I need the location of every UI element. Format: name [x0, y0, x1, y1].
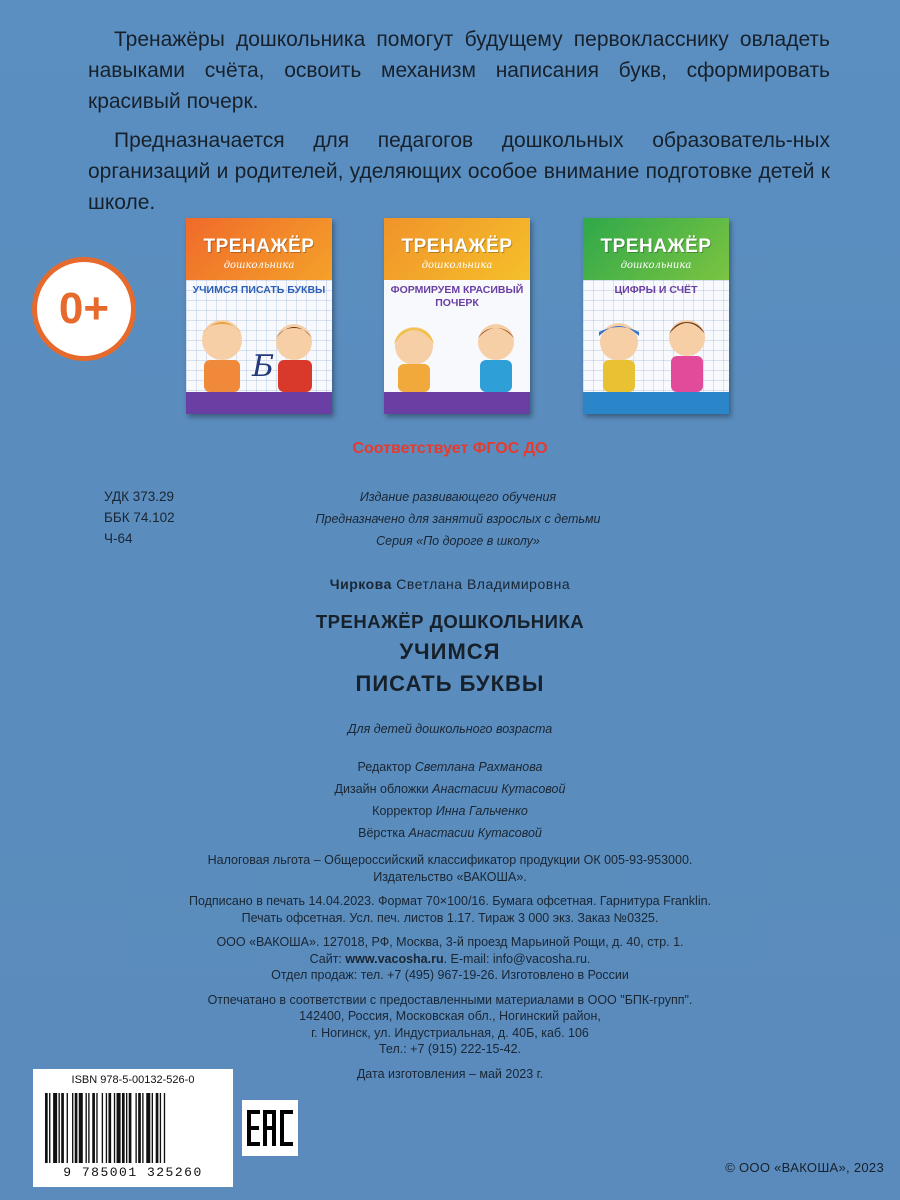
title-line-2: УЧИМСЯ [399, 639, 501, 664]
credit-role: Корректор [372, 804, 433, 818]
imprint-sales: Отдел продаж: тел. +7 (495) 967-19-26. Изготовлено в России [271, 968, 629, 982]
book-cover-handwriting [384, 218, 530, 414]
imprint [0, 852, 900, 1082]
credit-person: Анастасии Кутасовой [432, 782, 566, 796]
imprint-publisher: ООО «ВАКОША». 127018, РФ, Москва, 3-й проезд Марьиной Рощи, д. 40, стр. 1. [216, 935, 684, 949]
credit-role: Дизайн обложки [334, 782, 429, 796]
fgos-compliance: Соответствует ФГОС ДО [352, 440, 548, 457]
credit-editor [0, 756, 900, 778]
book-subtitle: ЦИФРЫ И СЧЁТ [614, 284, 698, 296]
imprint-printer-4: Тел.: +7 (915) 222-15-42. [378, 1042, 522, 1056]
credit-person: Светлана Рахманова [414, 760, 543, 774]
barcode-digits: 9 785001 325260 [63, 1165, 203, 1180]
author-name: Светлана Владимировна [396, 576, 571, 592]
imprint-tax-1: Налоговая льгота – Общероссийский классификатор продукции ОК 005-93-953000. [207, 853, 693, 867]
imprint-printer-1: Отпечатано в соответствии с предоставленными материалами в ООО "БПК-групп". [207, 992, 693, 1007]
book-script: дошкольника [421, 260, 493, 271]
book-cover-letters [186, 218, 332, 414]
book-subtitle: УЧИМСЯ ПИСАТЬ БУКВЫ [192, 284, 326, 296]
imprint-printer-2: 142400, Россия, Московская обл., Ногинский район, [299, 1009, 601, 1023]
bbk-code: ББК 74.102 [104, 510, 175, 525]
book-brand: ТРЕНАЖЁР [401, 236, 513, 257]
author-line [0, 576, 900, 592]
imprint-tax-2: Издательство «ВАКОША». [373, 869, 527, 884]
children-illustration-icon [583, 302, 729, 392]
edition-purpose: Предназначено для занятий взрослых с детьми [315, 512, 601, 526]
target-age: Для детей дошкольного возраста [347, 722, 553, 736]
intro-paragraph-2: Предназначается для педагогов дошкольных образователь-ных организаций и родителей, уделяющих особое внимание подготовке детей к школе. [88, 129, 830, 214]
children-illustration-icon [186, 310, 332, 392]
eac-logo [242, 1100, 298, 1156]
book-title [0, 608, 900, 700]
book-brand: ТРЕНАЖЁР [203, 236, 315, 257]
intro-paragraph-1: Тренажёры дошкольника помогут будущему первокласснику овладеть навыками счёта, освоить механизм написания букв, сформировать красивый почерк. [88, 28, 830, 113]
book-subtitle: ФОРМИРУЕМ КРАСИВЫЙ ПОЧЕРК [390, 284, 524, 309]
imprint-printer-3: г. Ногинск, ул. Индустриальная, д. 40Б, каб. 106 [311, 1025, 589, 1040]
intro-text [88, 24, 830, 226]
site-label: Сайт: [309, 951, 342, 966]
site-link: www.vacosha.ru [345, 951, 444, 966]
udk-code: УДК 373.29 [104, 489, 175, 504]
barcode-icon [43, 1093, 223, 1163]
imprint-sign-1: Подписано в печать 14.04.2023. Формат 70×100/16. Бумага офсетная. Гарнитура Franklin. [188, 894, 712, 908]
book-script: дошкольника [620, 260, 692, 271]
credit-person: Инна Гальченко [435, 804, 528, 818]
book-cover-footer [384, 392, 530, 414]
imprint-sign-2: Печать офсетная. Усл. печ. листов 1.17. Тираж 3 000 экз. Заказ №0325. [241, 910, 659, 925]
email-text: . E-mail: info@vacosha.ru. [443, 951, 591, 966]
credit-layout [0, 822, 900, 844]
book-cover-numbers [583, 218, 729, 414]
title-line-1: ТРЕНАЖЁР ДОШКОЛЬНИКА [315, 611, 585, 632]
credits [0, 756, 900, 844]
age-rating-badge: 0+ [32, 257, 136, 361]
eac-mark-icon [242, 1100, 298, 1156]
credit-role: Вёрстка [358, 826, 406, 840]
author-mark: Ч-64 [104, 531, 133, 546]
book-cover-footer [186, 392, 332, 414]
credit-person: Анастасии Кутасовой [408, 826, 542, 840]
isbn-barcode-block [33, 1069, 233, 1187]
title-line-3: ПИСАТЬ БУКВЫ [355, 671, 545, 696]
edition-type: Издание развивающего обучения [359, 490, 557, 504]
isbn-number: ISBN 978-5-00132-526-0 [71, 1074, 195, 1086]
credit-role: Редактор [357, 760, 412, 774]
copyright: © ООО «ВАКОША», 2023 [725, 1160, 884, 1175]
classification-codes [104, 486, 175, 549]
book-cover-footer [583, 392, 729, 414]
children-illustration-icon [384, 312, 530, 392]
edition-meta [248, 486, 668, 552]
book-brand: ТРЕНАЖЁР [600, 236, 712, 257]
imprint-date: Дата изготовления – май 2023 г. [356, 1066, 544, 1081]
imprint-contacts [0, 951, 900, 968]
svg-text:Б: Б [252, 349, 275, 384]
credit-cover [0, 778, 900, 800]
author-surname: Чиркова [329, 576, 392, 592]
book-script: дошкольника [223, 260, 295, 271]
credit-proofreader [0, 800, 900, 822]
edition-series: Серия «По дороге в школу» [376, 534, 540, 548]
